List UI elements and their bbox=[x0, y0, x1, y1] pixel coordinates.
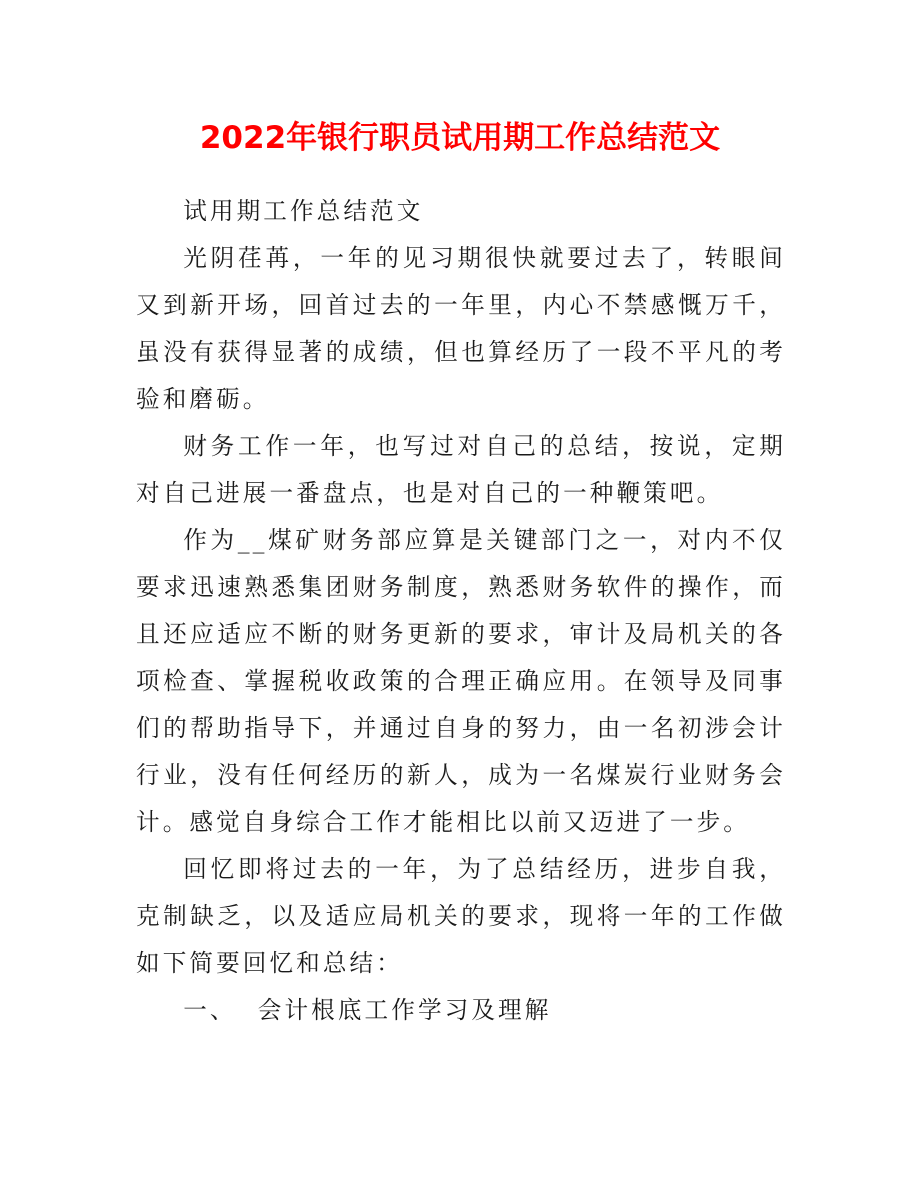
document-title: 2022年银行职员试用期工作总结范文 bbox=[199, 120, 721, 156]
section-title: 会计根底工作学习及理解 bbox=[257, 996, 552, 1024]
paragraph-intro: 光阴荏苒，一年的见习期很快就要过去了，转眼间又到新开场，回首过去的一年里，内心不禁感慨万千，虽没有获得显著的成绩，但也算经历了一段不平凡的考验和磨砺。 bbox=[136, 244, 786, 413]
paragraph-summary-lead: 回忆即将过去的一年，为了总结经历，进步自我，克制缺乏，以及适应局机关的要求，现将一年的工作做如下简要回忆和总结： bbox=[136, 855, 786, 977]
paragraph-self-review: 财务工作一年，也写过对自己的总结，按说，定期对自己进展一番盘点，也是对自己的一种鞭策吧。 bbox=[136, 432, 786, 507]
section-number: 一、 bbox=[183, 996, 237, 1024]
paragraph-department: 作为__煤矿财务部应算是关键部门之一，对内不仅要求迅速熟悉集团财务制度，熟悉财务软件的操作，而且还应适应不断的财务更新的要求，审计及局机关的各项检查、掌握税收政策的合理正确应用。在领导及同事们的帮助指导下，并通过自身的努力，由一名初涉会计行业，没有任何经历的新人，成为一名煤炭行业财务会计。感觉自身综合工作才能相比以前又迈进了一步。 bbox=[136, 526, 786, 836]
subtitle-paragraph: 试用期工作总结范文 bbox=[183, 197, 424, 225]
document-body bbox=[136, 188, 786, 1034]
section-heading bbox=[136, 987, 786, 1034]
